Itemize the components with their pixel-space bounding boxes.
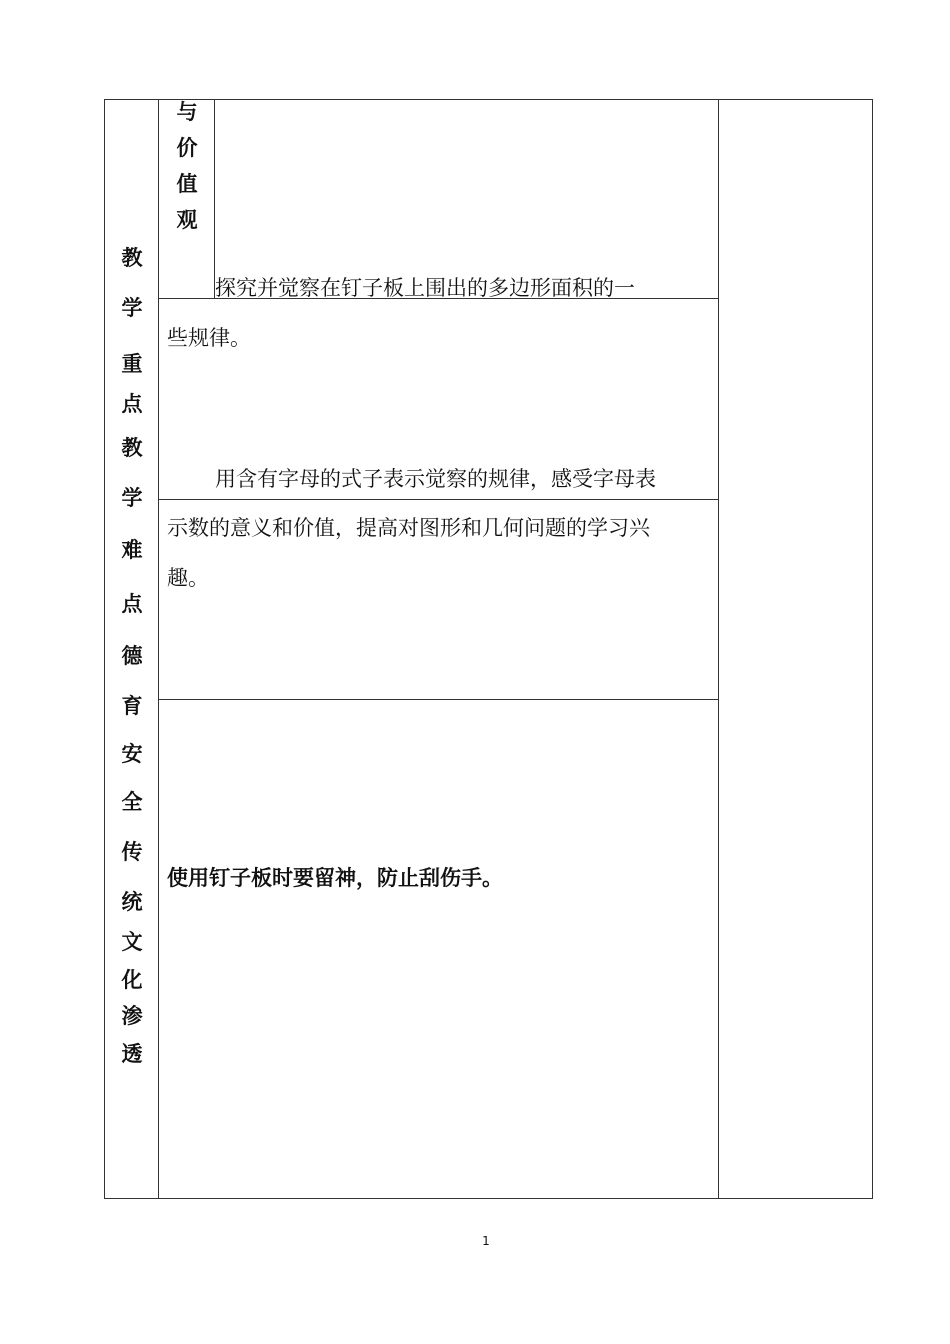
row-label-char: 重 [121, 352, 143, 376]
row-label-char: 渗 [121, 1004, 143, 1028]
row-label-char: 化 [121, 968, 143, 992]
table-left-border [104, 99, 105, 1199]
page-number: 1 [482, 1234, 490, 1248]
row-label-char: 德 [121, 644, 143, 668]
row-label-char: 传 [121, 840, 143, 864]
row-label-char: 透 [121, 1042, 143, 1066]
difficulty-line-1: 用含有字母的式子表示觉察的规律，感受字母表 [215, 467, 656, 491]
difficulty-line-3: 趣。 [167, 566, 209, 590]
subcategory-label [168, 94, 206, 238]
difficulty-line-2: 示数的意义和价值，提高对图形和几何问题的学习兴 [167, 516, 650, 540]
row-divider-3 [158, 699, 719, 700]
table-top-border [104, 99, 873, 100]
key-point-line-1: 探究并觉察在钉子板上围出的多边形面积的一 [215, 276, 635, 300]
row-label-char: 教 [121, 436, 143, 460]
row-divider-2 [158, 499, 719, 500]
subcategory-column-right [214, 99, 215, 299]
key-point-line-2: 些规律。 [167, 326, 251, 350]
table-bottom-border [104, 1198, 873, 1199]
row-label-char: 全 [121, 790, 143, 814]
row-label-char: 统 [121, 890, 143, 914]
subcategory-column-left [158, 99, 159, 299]
row-labels [108, 240, 156, 1072]
subcategory-char: 价 [176, 136, 198, 160]
notes-column-divider [718, 99, 719, 1199]
row-label-char: 点 [121, 592, 143, 616]
row-label-char: 点 [121, 392, 143, 416]
moral-safety-text: 使用钉子板时要留神，防止刮伤手。 [167, 866, 503, 890]
row-label-char: 学 [121, 486, 143, 510]
row-label-char: 文 [121, 930, 143, 954]
row-label-char: 教 [121, 246, 143, 270]
subcategory-char: 与 [176, 100, 198, 124]
row-label-char: 安 [121, 742, 143, 766]
row-label-char: 难 [121, 538, 143, 562]
row-label-char: 育 [121, 694, 143, 718]
table-right-border [872, 99, 873, 1199]
label-column-divider [158, 298, 159, 1199]
subcategory-char: 观 [176, 208, 198, 232]
subcategory-char: 值 [176, 172, 198, 196]
row-label-char: 学 [121, 296, 143, 320]
